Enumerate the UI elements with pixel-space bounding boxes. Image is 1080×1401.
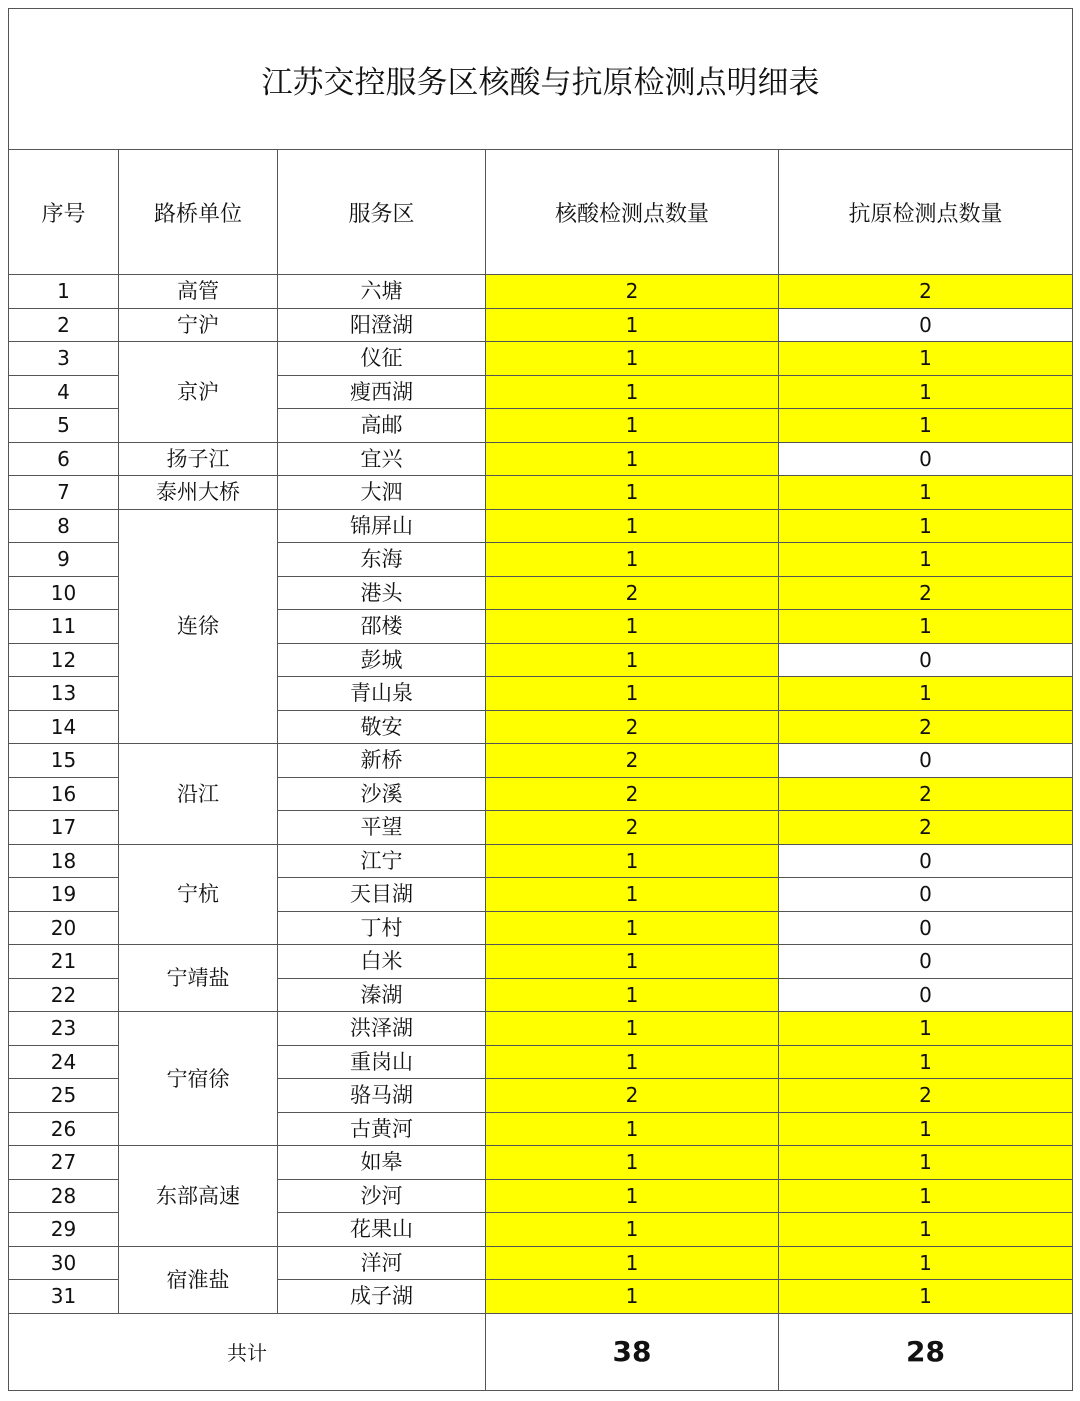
nucleic-count-cell: 1: [486, 1012, 779, 1046]
header-nucleic-count: 核酸检测点数量: [486, 150, 779, 275]
nucleic-count-cell: 1: [486, 610, 779, 644]
seq-cell: 12: [9, 643, 119, 677]
nucleic-count-cell: 1: [486, 543, 779, 577]
service-area-cell: 江宁: [278, 844, 486, 878]
antigen-count-cell: 2: [779, 777, 1073, 811]
service-area-cell: 大泗: [278, 476, 486, 510]
service-area-cell: 六塘: [278, 275, 486, 309]
antigen-count-cell: 1: [779, 543, 1073, 577]
antigen-count-cell: 1: [779, 342, 1073, 376]
service-area-cell: 重岗山: [278, 1045, 486, 1079]
nucleic-count-cell: 1: [486, 1045, 779, 1079]
service-area-cell: 东海: [278, 543, 486, 577]
total-antigen-count: 28: [779, 1313, 1073, 1390]
service-area-cell: 瘦西湖: [278, 375, 486, 409]
seq-cell: 20: [9, 911, 119, 945]
header-antigen-count: 抗原检测点数量: [779, 150, 1073, 275]
antigen-count-cell: 0: [779, 911, 1073, 945]
service-area-cell: 溱湖: [278, 978, 486, 1012]
seq-cell: 3: [9, 342, 119, 376]
seq-cell: 18: [9, 844, 119, 878]
antigen-count-cell: 0: [779, 442, 1073, 476]
service-area-cell: 邵楼: [278, 610, 486, 644]
antigen-count-cell: 1: [779, 1246, 1073, 1280]
nucleic-count-cell: 1: [486, 1280, 779, 1314]
seq-cell: 15: [9, 744, 119, 778]
service-area-cell: 仪征: [278, 342, 486, 376]
service-area-cell: 如皋: [278, 1146, 486, 1180]
antigen-count-cell: 1: [779, 1012, 1073, 1046]
table-row: [9, 1012, 1073, 1046]
unit-cell: 宿淮盐: [119, 1246, 278, 1313]
antigen-count-cell: 1: [779, 1280, 1073, 1314]
antigen-count-cell: 0: [779, 978, 1073, 1012]
antigen-count-cell: 2: [779, 710, 1073, 744]
seq-cell: 17: [9, 811, 119, 845]
seq-cell: 4: [9, 375, 119, 409]
seq-cell: 13: [9, 677, 119, 711]
service-area-cell: 彭城: [278, 643, 486, 677]
antigen-count-cell: 1: [779, 1045, 1073, 1079]
seq-cell: 30: [9, 1246, 119, 1280]
seq-cell: 5: [9, 409, 119, 443]
seq-cell: 21: [9, 945, 119, 979]
antigen-count-cell: 1: [779, 1213, 1073, 1247]
unit-cell: 京沪: [119, 342, 278, 443]
service-area-cell: 古黄河: [278, 1112, 486, 1146]
header-seq: 序号: [9, 150, 119, 275]
service-area-cell: 成子湖: [278, 1280, 486, 1314]
antigen-count-cell: 0: [779, 643, 1073, 677]
antigen-count-cell: 1: [779, 1179, 1073, 1213]
unit-cell: 沿江: [119, 744, 278, 845]
antigen-count-cell: 2: [779, 275, 1073, 309]
antigen-count-cell: 0: [779, 945, 1073, 979]
service-area-cell: 港头: [278, 576, 486, 610]
service-area-cell: 沙河: [278, 1179, 486, 1213]
table-row: [9, 945, 1073, 979]
nucleic-count-cell: 1: [486, 677, 779, 711]
seq-cell: 22: [9, 978, 119, 1012]
antigen-count-cell: 1: [779, 476, 1073, 510]
unit-cell: 宁宿徐: [119, 1012, 278, 1146]
nucleic-count-cell: 1: [486, 476, 779, 510]
header-unit: 路桥单位: [119, 150, 278, 275]
seq-cell: 6: [9, 442, 119, 476]
table-title: 江苏交控服务区核酸与抗原检测点明细表: [9, 9, 1073, 150]
table-row: [9, 744, 1073, 778]
seq-cell: 7: [9, 476, 119, 510]
nucleic-count-cell: 1: [486, 442, 779, 476]
unit-cell: 宁杭: [119, 844, 278, 945]
nucleic-count-cell: 1: [486, 375, 779, 409]
nucleic-count-cell: 1: [486, 643, 779, 677]
antigen-count-cell: 1: [779, 1112, 1073, 1146]
seq-cell: 27: [9, 1146, 119, 1180]
table-row: [9, 308, 1073, 342]
detail-table: [8, 8, 1073, 1391]
service-area-cell: 青山泉: [278, 677, 486, 711]
antigen-count-cell: 1: [779, 677, 1073, 711]
seq-cell: 31: [9, 1280, 119, 1314]
table-row: [9, 342, 1073, 376]
nucleic-count-cell: 1: [486, 945, 779, 979]
seq-cell: 28: [9, 1179, 119, 1213]
service-area-cell: 沙溪: [278, 777, 486, 811]
header-service-area: 服务区: [278, 150, 486, 275]
seq-cell: 1: [9, 275, 119, 309]
nucleic-count-cell: 1: [486, 1112, 779, 1146]
nucleic-count-cell: 1: [486, 1213, 779, 1247]
service-area-cell: 洋河: [278, 1246, 486, 1280]
table-row: [9, 1246, 1073, 1280]
table-row: [9, 442, 1073, 476]
nucleic-count-cell: 2: [486, 1079, 779, 1113]
service-area-cell: 天目湖: [278, 878, 486, 912]
service-area-cell: 丁村: [278, 911, 486, 945]
nucleic-count-cell: 2: [486, 275, 779, 309]
unit-cell: 宁靖盐: [119, 945, 278, 1012]
unit-cell: 连徐: [119, 509, 278, 744]
antigen-count-cell: 1: [779, 610, 1073, 644]
table-row: [9, 844, 1073, 878]
service-area-cell: 白米: [278, 945, 486, 979]
table-row: [9, 476, 1073, 510]
nucleic-count-cell: 1: [486, 409, 779, 443]
nucleic-count-cell: 1: [486, 844, 779, 878]
seq-cell: 25: [9, 1079, 119, 1113]
nucleic-count-cell: 2: [486, 576, 779, 610]
seq-cell: 23: [9, 1012, 119, 1046]
total-label: 共计: [9, 1313, 486, 1390]
service-area-cell: 洪泽湖: [278, 1012, 486, 1046]
nucleic-count-cell: 1: [486, 1146, 779, 1180]
service-area-cell: 花果山: [278, 1213, 486, 1247]
nucleic-count-cell: 2: [486, 710, 779, 744]
detail-table-sheet: [8, 8, 1072, 1393]
antigen-count-cell: 2: [779, 576, 1073, 610]
service-area-cell: 宜兴: [278, 442, 486, 476]
antigen-count-cell: 2: [779, 1079, 1073, 1113]
table-row: [9, 509, 1073, 543]
service-area-cell: 高邮: [278, 409, 486, 443]
nucleic-count-cell: 1: [486, 342, 779, 376]
antigen-count-cell: 2: [779, 811, 1073, 845]
seq-cell: 2: [9, 308, 119, 342]
nucleic-count-cell: 1: [486, 308, 779, 342]
antigen-count-cell: 1: [779, 1146, 1073, 1180]
seq-cell: 9: [9, 543, 119, 577]
seq-cell: 16: [9, 777, 119, 811]
seq-cell: 24: [9, 1045, 119, 1079]
seq-cell: 26: [9, 1112, 119, 1146]
seq-cell: 10: [9, 576, 119, 610]
service-area-cell: 骆马湖: [278, 1079, 486, 1113]
nucleic-count-cell: 2: [486, 811, 779, 845]
total-row: [9, 1313, 1073, 1390]
unit-cell: 东部高速: [119, 1146, 278, 1247]
nucleic-count-cell: 2: [486, 744, 779, 778]
unit-cell: 扬子江: [119, 442, 278, 476]
nucleic-count-cell: 1: [486, 911, 779, 945]
seq-cell: 14: [9, 710, 119, 744]
nucleic-count-cell: 2: [486, 777, 779, 811]
seq-cell: 8: [9, 509, 119, 543]
antigen-count-cell: 1: [779, 509, 1073, 543]
antigen-count-cell: 0: [779, 844, 1073, 878]
total-nucleic-count: 38: [486, 1313, 779, 1390]
antigen-count-cell: 0: [779, 744, 1073, 778]
seq-cell: 19: [9, 878, 119, 912]
nucleic-count-cell: 1: [486, 978, 779, 1012]
nucleic-count-cell: 1: [486, 509, 779, 543]
service-area-cell: 新桥: [278, 744, 486, 778]
unit-cell: 高管: [119, 275, 278, 309]
service-area-cell: 阳澄湖: [278, 308, 486, 342]
nucleic-count-cell: 1: [486, 1179, 779, 1213]
seq-cell: 29: [9, 1213, 119, 1247]
nucleic-count-cell: 1: [486, 878, 779, 912]
service-area-cell: 平望: [278, 811, 486, 845]
unit-cell: 宁沪: [119, 308, 278, 342]
table-row: [9, 275, 1073, 309]
antigen-count-cell: 0: [779, 878, 1073, 912]
antigen-count-cell: 0: [779, 308, 1073, 342]
service-area-cell: 敬安: [278, 710, 486, 744]
seq-cell: 11: [9, 610, 119, 644]
antigen-count-cell: 1: [779, 409, 1073, 443]
antigen-count-cell: 1: [779, 375, 1073, 409]
service-area-cell: 锦屏山: [278, 509, 486, 543]
table-row: [9, 1146, 1073, 1180]
nucleic-count-cell: 1: [486, 1246, 779, 1280]
unit-cell: 泰州大桥: [119, 476, 278, 510]
